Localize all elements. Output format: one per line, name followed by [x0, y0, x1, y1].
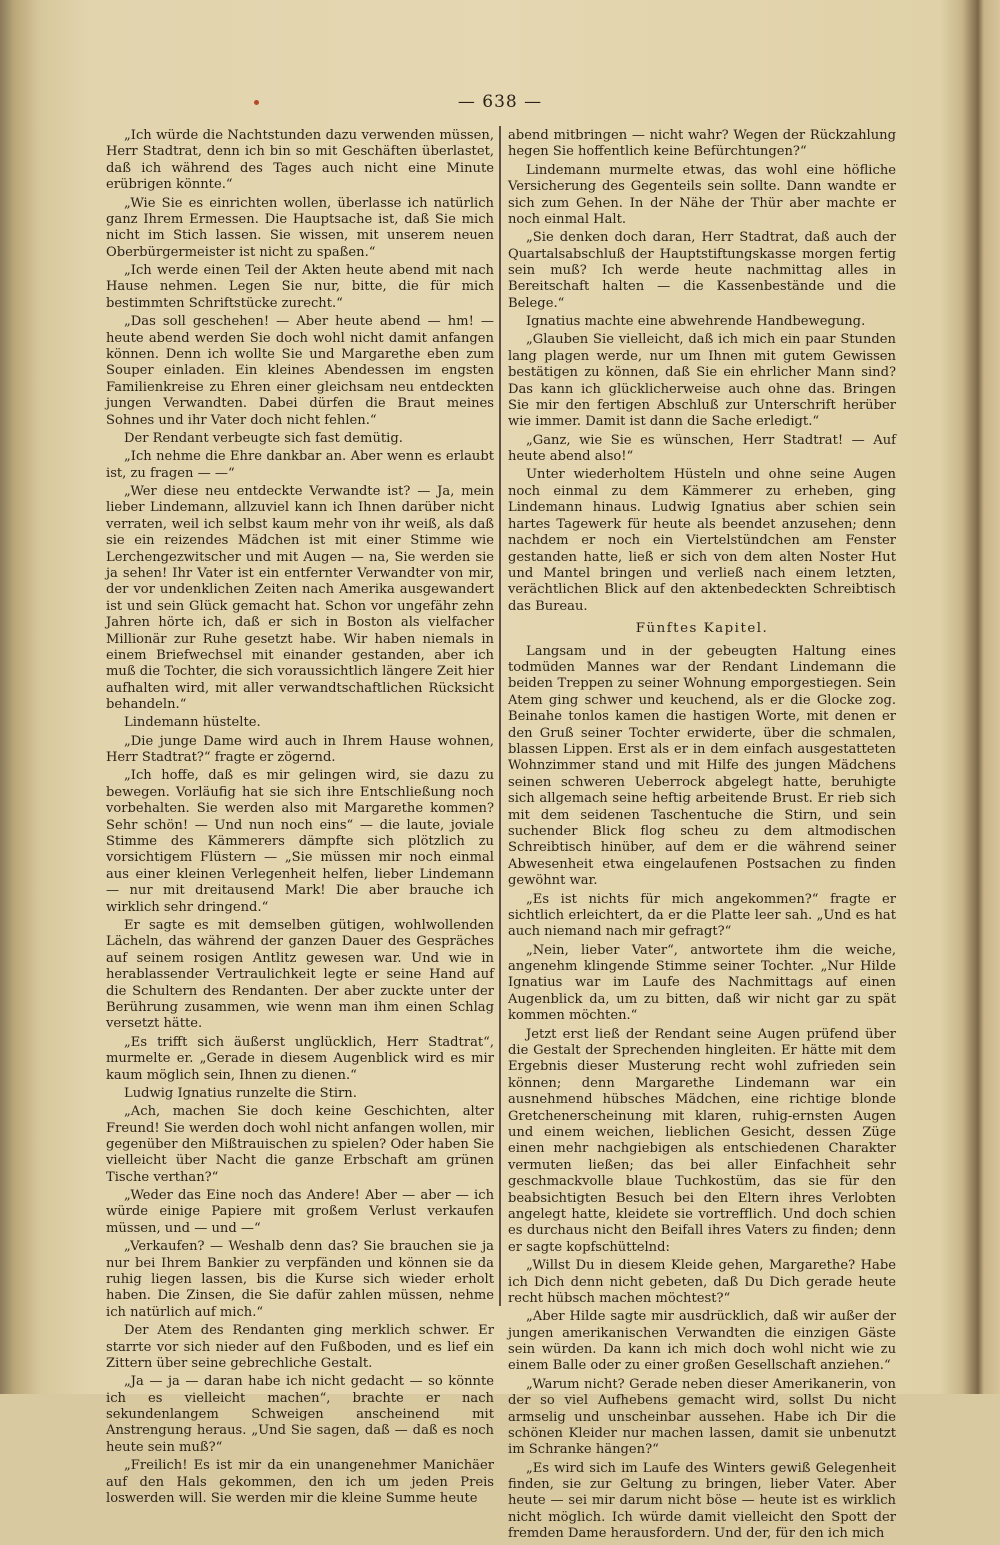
- paragraph: „Weder das Eine noch das Andere! Aber — aber — ich würde einige Papiere mit großem Verlust verkaufen müssen, und — und —“: [106, 1188, 494, 1236]
- chapter-heading: Fünftes Kapitel.: [635, 621, 769, 637]
- paragraph: Ludwig Ignatius runzelte die Stirn.: [124, 1085, 357, 1101]
- paragraph: „Ich würde die Nachtstunden dazu verwenden müssen, Herr Stadtrat, denn ich bin so mit Geschäften überlastet, daß ich während des Tages auch nicht eine Minute erübrigen könnte.“: [106, 128, 494, 193]
- ink-spot: [254, 100, 259, 105]
- left-column: [106, 128, 494, 1509]
- paragraph: Lindemann hüstelte.: [124, 715, 261, 731]
- paragraph: Er sagte es mit demselben gütigen, wohlwollenden Lächeln, das während der ganzen Dauer des Gespräches auf seinem rosigen Antlitz gewesen war. Und wie in herablassender Vertraulichkeit legte er seine Hand auf die Schultern des Rendanten. Der aber zuckte unter der Berührung zusammen, wie wenn man ihm einen Schlag versetzt hätte.: [106, 918, 494, 1032]
- paragraph: „Ach, machen Sie doch keine Geschichten, alter Freund! Sie werden doch wohl nicht anfangen wollen, mir gegenüber den Mißtrauischen zu spielen? Oder haben Sie vielleicht über Nacht die ganze Erbschaft am grünen Tische verthan?“: [106, 1104, 494, 1185]
- paragraph: „Ich werde einen Teil der Akten heute abend mit nach Hause nehmen. Legen Sie nur, bitte, die für mich bestimmten Schriftstücke zurecht.“: [106, 263, 494, 311]
- paragraph: „Verkaufen? — Weshalb denn das? Sie brauchen sie ja nur bei Ihrem Bankier zu verpfänden und können sie da ruhig liegen lassen, bis die Kurse sich wieder erholt haben. Die Zinsen, die Sie dafür zahlen müssen, nehme ich natürlich auf mich.“: [106, 1239, 494, 1320]
- page-number: — 638 —: [457, 92, 543, 112]
- paragraph: Langsam und in der gebeugten Haltung eines todmüden Mannes war der Rendant Lindemann die beiden Treppen zu seiner Wohnung emporgestiegen. Sein Atem ging schwer und keuchend, als er die Glocke zog. Beinahe tonlos kamen die hastigen Worte, mit denen er den Gruß seiner Tochter erwiderte, über die schmalen, blassen Lippen. Erst als er in dem einfach ausgestatteten Wohnzimmer stand und mit Hilfe des jungen Mädchens seinen schweren Ueberrock abgelegt hatte, beruhigte sich allgemach seine heftig arbeitende Brust. Er rieb sich mit dem seidenen Taschentuche die Stirn, und sein suchender Blick flog scheu zu dem altmodischen Schreibtisch hinüber, auf dem er die während seiner Abwesenheit etwa eingelaufenen Postsachen zu finden gewöhnt war.: [508, 643, 896, 889]
- paragraph: „Wer diese neu entdeckte Verwandte ist? — Ja, mein lieber Lindemann, allzuviel kann ich Ihnen darüber nicht verraten, weil ich selbst kaum mehr von ihr weiß, als daß sie ein reizendes Mädchen ist mit einer Stimme wie Lerchengezwitscher und mit Augen — na, Sie werden sie ja sehen! Ihr Vater ist ein entfernter Verwandter von mir, der vor undenklichen Zeiten nach Amerika ausgewandert ist und sein Glück gemacht hat. Schon vor ungefähr zehn Jahren hörte ich, daß er sich in Boston als vielfacher Millionär zur Ruhe gesetzt habe. Wir haben niemals in einem Briefwechsel mit einander gestanden, aber ich muß die Tochter, die sich voraussichtlich längere Zeit hier aufhalten wird, mit aller verwandtschaftlichen Rücksicht behandeln.“: [106, 483, 494, 713]
- paragraph: Lindemann murmelte etwas, das wohl eine höfliche Versicherung des Gegenteils sein sollte. Dann wandte er sich zum Gehen. In der Nähe der Thür aber machte er noch einmal Halt.: [508, 162, 896, 227]
- paragraph: „Es trifft sich äußerst unglücklich, Herr Stadtrat“, murmelte er. „Gerade in diesem Augenblick wird es mir kaum möglich sein, Ihnen zu dienen.“: [106, 1034, 494, 1083]
- paragraph: abend mitbringen — nicht wahr? Wegen der Rückzahlung hegen Sie hoffentlich keine Befürchtungen?“: [508, 128, 896, 160]
- right-column: [508, 128, 896, 1545]
- paragraph: „Die junge Dame wird auch in Ihrem Hause wohnen, Herr Stadtrat?“ fragte er zögernd.: [106, 733, 494, 766]
- paragraph: „Sie denken doch daran, Herr Stadtrat, daß auch der Quartalsabschluß der Hauptstiftungskasse morgen fertig sein muß? Ich werde heute nachmittag alles in Bereitschaft halten — die Kassenbestände und die Belege.“: [508, 230, 896, 311]
- paragraph: „Ja — ja — daran habe ich nicht gedacht — so könnte ich es vielleicht machen“, brachte er nach sekundenlangem Schweigen anscheinend mit Anstrengung heraus. „Und Sie sagen, daß — daß es noch heute sein muß?“: [106, 1374, 494, 1455]
- paragraph: „Glauben Sie vielleicht, daß ich mich ein paar Stunden lang plagen werde, nur um Ihnen mit gutem Gewissen bestätigen zu können, daß Sie ein ehrlicher Mann sind? Das kann ich glücklicherweise auch ohne das. Bringen Sie mir den fertigen Abschluß zur Unterschrift herüber wie immer. Damit ist dann die Sache erledigt.“: [508, 332, 896, 430]
- paragraph: Jetzt erst ließ der Rendant seine Augen prüfend über die Gestalt der Sprechenden hingleiten. Er hätte mit dem Ergebnis dieser Musterung recht wohl zufrieden sein können; denn Margarethe Lindemann war ein ausnehmend hübsches Mädchen, eine richtige blonde Gretchenerscheinung mit klaren, ruhig-ernsten Augen und einem weichen, lieblichen Gesicht, dessen Züge einen mehr nachgiebigen als entschiedenen Charakter vermuten ließen; das bei aller Einfachheit sehr geschmackvolle blaue Tuchkostüm, das sie für den beabsichtigten Besuch bei den Eltern ihres Verlobten angelegt hatte, kleidete sie vortrefflich. Und doch schien es durchaus nicht den Beifall ihres Vaters zu finden; denn er sagte kopfschüttelnd:: [508, 1026, 896, 1255]
- paragraph: Der Atem des Rendanten ging merklich schwer. Er starrte vor sich nieder auf den Fußboden, und es lief ein Zittern über seine gebrechliche Gestalt.: [106, 1323, 494, 1371]
- paragraph: „Das soll geschehen! — Aber heute abend — hm! — heute abend werden Sie doch wohl nicht damit anfangen können. Denn ich wollte Sie und Margarethe eben zum Souper einladen. Ein kleines Abendessen im engsten Familienkreise zu Ehren einer gleichsam neu entdeckten jungen Verwandten. Dabei dürfen die Braut meines Sohnes und ihr Vater doch nicht fehlen.“: [106, 314, 494, 428]
- paragraph: „Es wird sich im Laufe des Winters gewiß Gelegenheit finden, sie zur Geltung zu bringen, lieber Vater. Aber heute — sei mir darum nicht böse — heute ist es wirklich nicht möglich. Ich würde damit vielleicht den Spott der fremden Dame herausfordern. Und der, für den ich mich: [508, 1460, 896, 1542]
- paragraph: „Freilich! Es ist mir da ein unangenehmer Manichäer auf den Hals gekommen, den ich um jeden Preis loswerden will. Sie werden mir die kleine Summe heute: [106, 1458, 494, 1506]
- paragraph: „Aber Hilde sagte mir ausdrücklich, daß wir außer der jungen amerikanischen Verwandten die einzigen Gäste sein würden. Da kann ich mich doch wohl nicht wie zu einem Balle oder zu einer großen Gesellschaft anziehen.“: [508, 1309, 896, 1374]
- paragraph: „Es ist nichts für mich angekommen?“ fragte er sichtlich erleichtert, da er die Platte leer sah. „Und es hat auch niemand nach mir gefragt?“: [508, 891, 896, 940]
- paragraph: „Willst Du in diesem Kleide gehen, Margarethe? Habe ich Dich denn nicht gebeten, daß Du Dich gerade heute recht hübsch machen möchtest?“: [508, 1258, 896, 1306]
- paragraph: Unter wiederholtem Hüsteln und ohne seine Augen noch einmal zu dem Kämmerer zu erheben, ging Lindemann hinaus. Ludwig Ignatius aber schien sein hartes Tagewerk für heute als beendet anzusehen; denn nachdem er noch ein Viertelstündchen am Fenster gestanden hatte, ließ er sich von dem alten Noster Hut und Mantel bringen und verließ nach einem letzten, verächtlichen Blick auf den aktenbedeckten Schreibtisch das Bureau.: [508, 467, 896, 614]
- paragraph: „Ganz, wie Sie es wünschen, Herr Stadtrat! — Auf heute abend also!“: [508, 432, 896, 465]
- paragraph: „Ich hoffe, daß es mir gelingen wird, sie dazu zu bewegen. Vorläufig hat sie sich ihre Entschließung noch vorbehalten. Sie werden also mit Margarethe kommen? Sehr schön! — Und nun noch eins“ — die laute, joviale Stimme des Kämmerers dämpfte sich plötzlich zu vorsichtigem Flüstern — „Sie müssen mir noch einmal aus einer kleinen Verlegenheit helfen, lieber Lindemann — nur mit dreitausend Mark! Die aber brauche ich wirklich sehr dringend.“: [106, 768, 494, 915]
- paragraph: „Nein, lieber Vater“, antwortete ihm die weiche, angenehm klingende Stimme seiner Tochter. „Nur Hilde Ignatius war im Laufe des Nachmittags auf einen Augenblick da, um zu bitten, daß wir nicht gar zu spät kommen möchten.“: [508, 942, 896, 1024]
- paragraph: Der Rendant verbeugte sich fast demütig.: [124, 430, 403, 446]
- paragraph: „Wie Sie es einrichten wollen, überlasse ich natürlich ganz Ihrem Ermessen. Die Hauptsache ist, daß Sie mich nicht im Stich lassen. Sie wissen, mit unserem neuen Oberbürgermeister ist nicht zu spaßen.“: [106, 195, 494, 260]
- paragraph: „Warum nicht? Gerade neben dieser Amerikanerin, von der so viel Aufhebens gemacht wird, sollst Du nicht armselig und unscheinbar aussehen. Habe ich Dir die schönen Kleider nur machen lassen, damit sie unbenutzt im Schranke hängen?“: [508, 1376, 896, 1458]
- paragraph: Ignatius machte eine abwehrende Handbewegung.: [526, 314, 866, 330]
- column-divider: [499, 126, 501, 1306]
- paragraph: „Ich nehme die Ehre dankbar an. Aber wenn es erlaubt ist, zu fragen — —“: [106, 449, 494, 481]
